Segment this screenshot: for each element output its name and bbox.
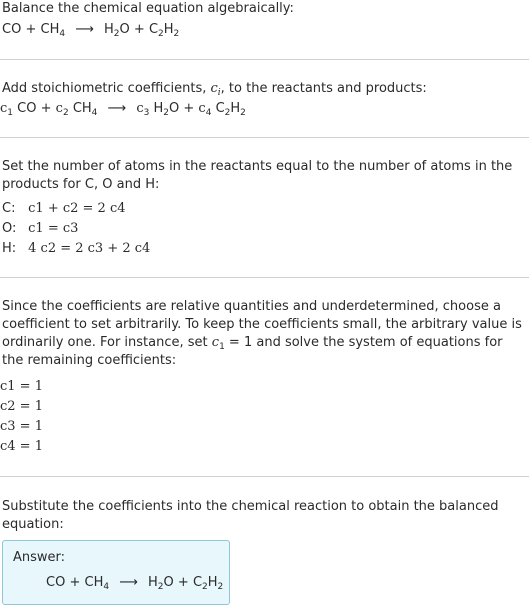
divider: [0, 59, 529, 60]
final-text: Substitute the coefficients into the chemical reaction to obtain the balanced equation:: [2, 499, 499, 532]
coefficient-value: c4 = 1: [0, 439, 43, 454]
solve-text: Since the coefficients are relative quantities and underdetermined, choose a coefficient to set arbitrarily. To keep the coefficients small, the arbitrary value is ordinarily one. For instance, set $c_1 = 1$ and solve the system of equations for the remaining coefficients:: [2, 299, 522, 368]
atom-row-o: O: c1 = c3: [2, 221, 79, 236]
coefficient-value: c2 = 1: [0, 399, 43, 414]
coefficient-value: c1 = 1: [0, 379, 43, 394]
atom-row-c: C: c1 + c2 = 2 c4: [2, 201, 126, 216]
unbalanced-equation: CO + $CH_4$ ⟶ $H_2O + C_2H_2$: [2, 22, 180, 39]
atom-row-h: H: 4 c2 = 2 c3 + 2 c4: [2, 241, 151, 256]
coefficient-value: c3 = 1: [0, 419, 43, 434]
divider: [0, 137, 529, 138]
coefficient-equation: $c_1$ CO + $c_2$ $CH_4$ ⟶ $c_3$ $H_2O + c_4$ $C_2H_2$: [0, 101, 246, 118]
answer-label: Answer:: [13, 550, 66, 565]
divider: [0, 277, 529, 278]
intro-heading: Balance the chemical equation algebraically:: [2, 1, 294, 16]
divider: [0, 476, 529, 477]
atoms-text: Set the number of atoms in the reactants equal to the number of atoms in the products for C, O and H:: [2, 159, 513, 192]
coefficients-intro: Add stoichiometric coefficients, $c_i$, to the reactants and products:: [2, 81, 427, 98]
balanced-equation: CO + $CH_4$ ⟶ $H_2O + C_2H_2$: [46, 575, 224, 592]
answer-box: [2, 540, 230, 605]
